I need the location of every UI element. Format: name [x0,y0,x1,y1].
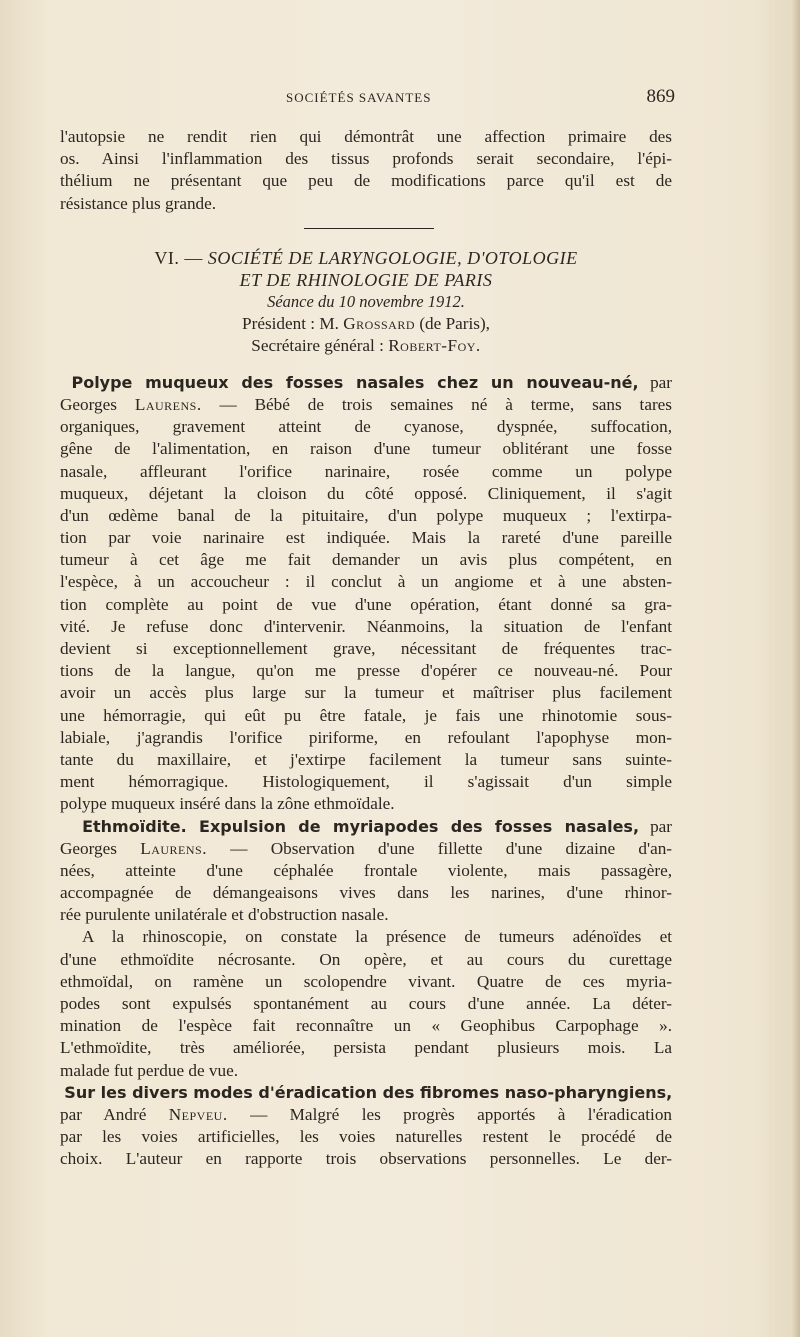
text-line: accompagnée de démangeaisons vives dans les narines, d'une rhinor- [60,883,672,903]
article-fibromes [60,1082,672,1171]
author-line [60,1104,672,1126]
section-divider [304,228,434,229]
president-name: Grossard [343,313,416,333]
article-title-line [60,816,672,838]
text-line: choix. L'auteur en rapporte trois observations personnelles. Le der- [60,1149,672,1169]
article-ethmoidite [60,816,672,1082]
text-segment: — Malgré les progrès apportés à l'éradication [250,1104,673,1124]
author-name: Laurens. [134,394,202,414]
page-edge-shadow [792,0,800,1337]
text-line: thélium ne présentant que peu de modifications parce qu'il est de [60,171,672,191]
text-line: avoir un accès plus large sur la tumeur et maîtriser plus facilement [60,683,672,703]
president-line [60,313,672,335]
text-line: A la rhinoscopie, on constate la présence de tumeurs adénoïdes et [82,927,672,947]
secretary-line [60,335,672,357]
text-line: l'espèce, à un accoucheur : il conclut à un angiome et à une absten- [60,572,672,592]
text-line: ethmoïdal, on ramène un scolopendre vivant. Quatre de ces myria- [60,971,672,991]
secretary-name: Robert-Foy. [388,335,481,355]
text-line: vité. Je refuse donc d'intervenir. Néanmoins, la situation de l'enfant [60,616,672,636]
author-prefix: par André [60,1104,147,1124]
text-line: mination de l'espèce fait reconnaître un « Geophibus Carpophage ». [60,1016,672,1036]
author-first-name: Georges [60,838,117,858]
text-line: une hémorragie, qui eût pu être fatale, je fais une rhinotomie sous- [60,705,672,725]
article-title: Sur les divers modes d'éradication des fibromes naso-pharyngiens, [64,1082,673,1102]
text-line: podes sont expulsés spontanément au cours d'une année. La déter- [60,994,672,1013]
text-line: devient si exceptionnellement grave, nécessitant de fréquentes trac- [60,639,672,658]
text-line: nées, atteinte d'une céphalée frontale violente, mais passagère, [60,860,672,880]
president-suffix: (de Paris), [419,313,490,333]
text-line: d'une ethmoïdite nécrosante. On opère, et au cours du curettage [60,949,672,969]
text-line: labiale, j'agrandis l'orifice piriforme, en refoulant l'apophyse mon- [60,727,672,747]
article-title-line [60,372,672,394]
text-line: rée purulente unilatérale et d'obstruction nasale. [60,905,389,925]
text-line: nasale, affleurant l'orifice narinaire, rosée comme un polype [60,461,672,481]
section-number: VI. — [154,247,203,268]
text-segment: — Bébé de trois semaines né à terme, sans tares [219,394,672,414]
section-title-line-2: ET DE RHINOLOGIE DE PARIS [239,269,493,290]
running-title: SOCIÉTÉS SAVANTES [286,90,432,105]
author-first-name: Georges [60,394,117,414]
article-title: Polype muqueux des fosses nasales chez un nouveau-né, [71,372,639,392]
article-title-line [60,1082,672,1104]
text-line: tion complète au point de vue d'une opération, étant donné sa gra- [60,594,672,614]
text-line: polype muqueux inséré dans la zône ethmoïdale. [60,794,395,814]
page-header [60,86,675,114]
text-line: par les voies artificielles, les voies naturelles restent le procédé de [60,1127,672,1147]
secretary-prefix: Secrétaire général : [251,335,384,355]
text-line: tions de la langue, qu'on me presse d'opérer ce nouveau-né. Pour [60,661,672,681]
session-date: Séance du 10 novembre 1912. [267,291,465,311]
intro-paragraph [60,126,672,215]
text-line: tante du maxillaire, et j'extirpe facilement la tumeur sans suinte- [60,749,672,769]
text-line: d'un œdème banal de la pituitaire, d'un polype muqueux ; l'extirpa- [60,505,672,525]
author-line [60,838,672,860]
author-name: Nepveu. [168,1104,228,1124]
text-line: tumeur à cet âge me fait demander un avis plus compétent, en [60,550,672,570]
author-line [60,394,672,416]
by-label: par [650,816,673,836]
author-name: Laurens. [140,838,208,858]
text-line: tion par voie narinaire est indiquée. Mais la rareté d'une pareille [60,528,672,548]
page-body [60,126,672,1171]
text-line: l'autopsie ne rendit rien qui démontrât une affection primaire des [60,127,672,146]
text-line: L'ethmoïdite, très améliorée, persista pendant plusieurs mois. La [60,1038,672,1058]
section-heading [60,247,672,357]
text-line: muqueux, déjetant la cloison du côté opposé. Cliniquement, il s'agit [60,483,672,503]
section-title-line-1 [60,247,672,269]
article-title: Ethmoïdite. Expulsion de myriapodes des fosses nasales, [82,816,640,836]
spacer [60,357,672,372]
text-line: résistance plus grande. [60,193,217,213]
text-line: organiques, gravement atteint de cyanose, dyspnée, suffocation, [60,417,672,437]
page-number: 869 [646,86,675,107]
text-line: ment hémorragique. Histologiquement, il s'agissait d'un simple [60,772,672,792]
text-line: malade fut perdue de vue. [60,1060,239,1080]
section-title-1: SOCIÉTÉ DE LARYNGOLOGIE, D'OTOLOGIE [207,247,578,268]
text-line: os. Ainsi l'inflammation des tissus profonds serait secondaire, l'épi- [60,149,672,169]
by-label: par [650,372,673,392]
president-prefix: Président : M. [242,313,339,333]
text-line: gêne de l'alimentation, en raison d'une tumeur oblitérant une fosse [60,439,672,459]
article-polype [60,372,672,816]
text-segment: — Observation d'une fillette d'une dizaine d'an- [230,838,673,858]
